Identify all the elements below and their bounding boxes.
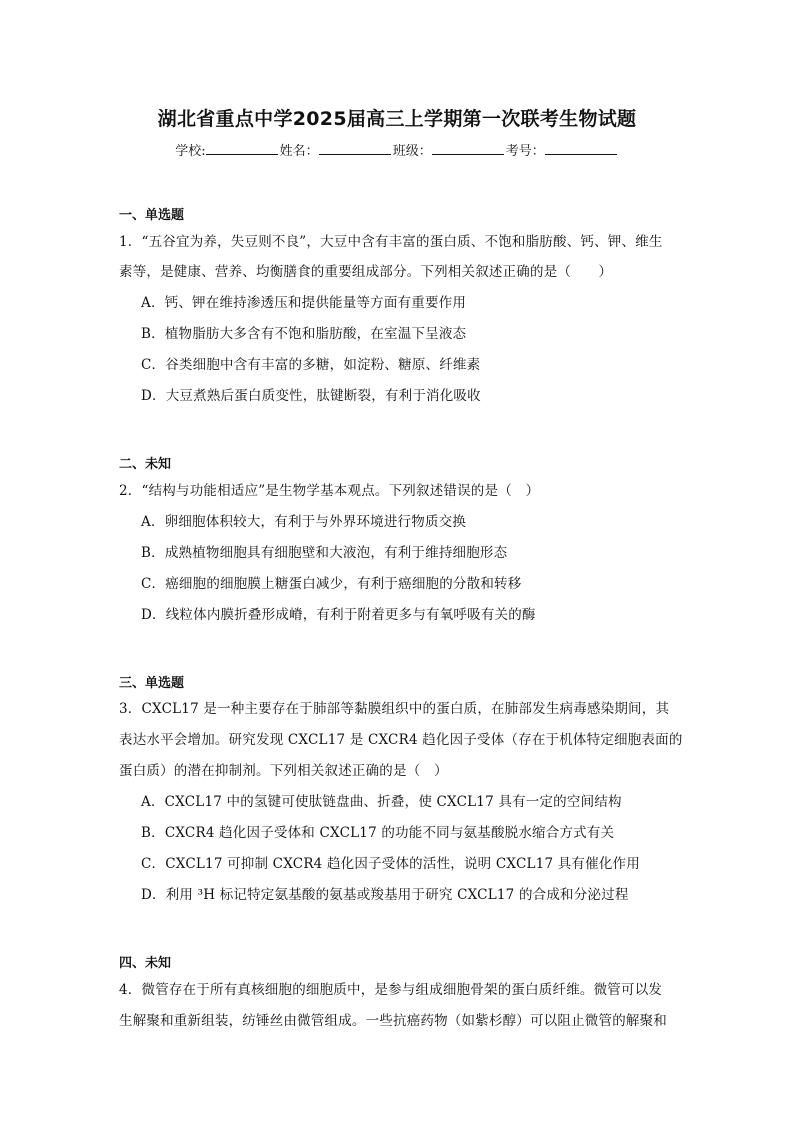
- question-2-option-c[interactable]: C．癌细胞的细胞膜上糖蛋白减少，有利于癌细胞的分散和转移: [141, 576, 522, 592]
- question-1-option-a[interactable]: A．钙、钾在维持渗透压和提供能量等方面有重要作用: [141, 295, 467, 311]
- section-heading-2: 二、未知: [119, 457, 172, 472]
- question-4-line-1: 4．微管存在于所有真核细胞的细胞质中，是参与组成细胞骨架的蛋白质纤维。微管可以发: [119, 982, 663, 998]
- question-3-option-c[interactable]: C．CXCL17 可抑制 CXCR4 趋化因子受体的活性，说明 CXCL17 具有催化作用: [141, 856, 640, 872]
- class-blank[interactable]: [432, 142, 504, 155]
- section-heading-4: 四、未知: [119, 956, 172, 971]
- question-3-line-1: 3．CXCL17 是一种主要存在于肺部等黏膜组织中的蛋白质，在肺部发生病毒感染期间，其: [119, 701, 670, 717]
- question-2-option-d[interactable]: D．线粒体内膜折叠形成嵴，有利于附着更多与有氧呼吸有关的酶: [141, 607, 536, 623]
- question-3-line-2: 表达水平会增加。研究发现 CXCL17 是 CXCR4 趋化因子受体（存在于机体特定细胞表面的: [119, 732, 683, 748]
- exam-title: 湖北省重点中学2025届高三上学期第一次联考生物试题: [157, 108, 637, 130]
- question-3-line-3: 蛋白质）的潜在抑制剂。下列相关叙述正确的是（ ）: [119, 763, 448, 779]
- question-1-option-d[interactable]: D．大豆煮熟后蛋白质变性，肽键断裂，有利于消化吸收: [141, 388, 481, 404]
- question-1-option-b[interactable]: B．植物脂肪大多含有不饱和脂肪酸，在室温下呈液态: [141, 326, 467, 342]
- question-1-option-c[interactable]: C．谷类细胞中含有丰富的多糖，如淀粉、糖原、纤维素: [141, 357, 481, 373]
- question-3-option-d[interactable]: D．利用 ³H 标记特定氨基酸的氨基或羧基用于研究 CXCL17 的合成和分泌过程: [141, 887, 629, 903]
- name-label: 姓名：: [279, 144, 319, 159]
- school-blank[interactable]: [206, 142, 278, 155]
- question-3-option-a[interactable]: A．CXCL17 中的氢键可使肽链盘曲、折叠，使 CXCL17 具有一定的空间结构: [141, 794, 622, 810]
- question-4-line-2: 生解聚和重新组装，纺锤丝由微管组成。一些抗癌药物（如紫杉醇）可以阻止微管的解聚和: [119, 1013, 667, 1029]
- section-heading-3: 三、单选题: [119, 676, 185, 691]
- question-2-option-b[interactable]: B．成熟植物细胞具有细胞壁和大液泡，有利于维持细胞形态: [141, 545, 508, 561]
- name-blank[interactable]: [319, 142, 391, 155]
- id-label: 考号：: [505, 144, 545, 159]
- question-2-line-1: 2．“结构与功能相适应”是生物学基本观点。下列叙述错误的是（ ）: [119, 483, 540, 499]
- student-info-line: [0, 140, 794, 159]
- school-label: 学校:: [175, 144, 206, 159]
- question-2-option-a[interactable]: A．卵细胞体积较大，有利于与外界环境进行物质交换: [141, 514, 467, 530]
- question-1-line-1: 1．“五谷宜为养，失豆则不良”，大豆中含有丰富的蛋白质、不饱和脂肪酸、钙、钾、维生: [119, 234, 663, 250]
- id-blank[interactable]: [545, 142, 617, 155]
- class-label: 班级：: [392, 144, 432, 159]
- question-1-line-2: 素等，是健康、营养、均衡膳食的重要组成部分。下列相关叙述正确的是（ ）: [119, 264, 613, 280]
- question-3-option-b[interactable]: B．CXCR4 趋化因子受体和 CXCL17 的功能不同与氨基酸脱水缩合方式有关: [141, 825, 615, 841]
- section-heading-1: 一、单选题: [119, 208, 185, 223]
